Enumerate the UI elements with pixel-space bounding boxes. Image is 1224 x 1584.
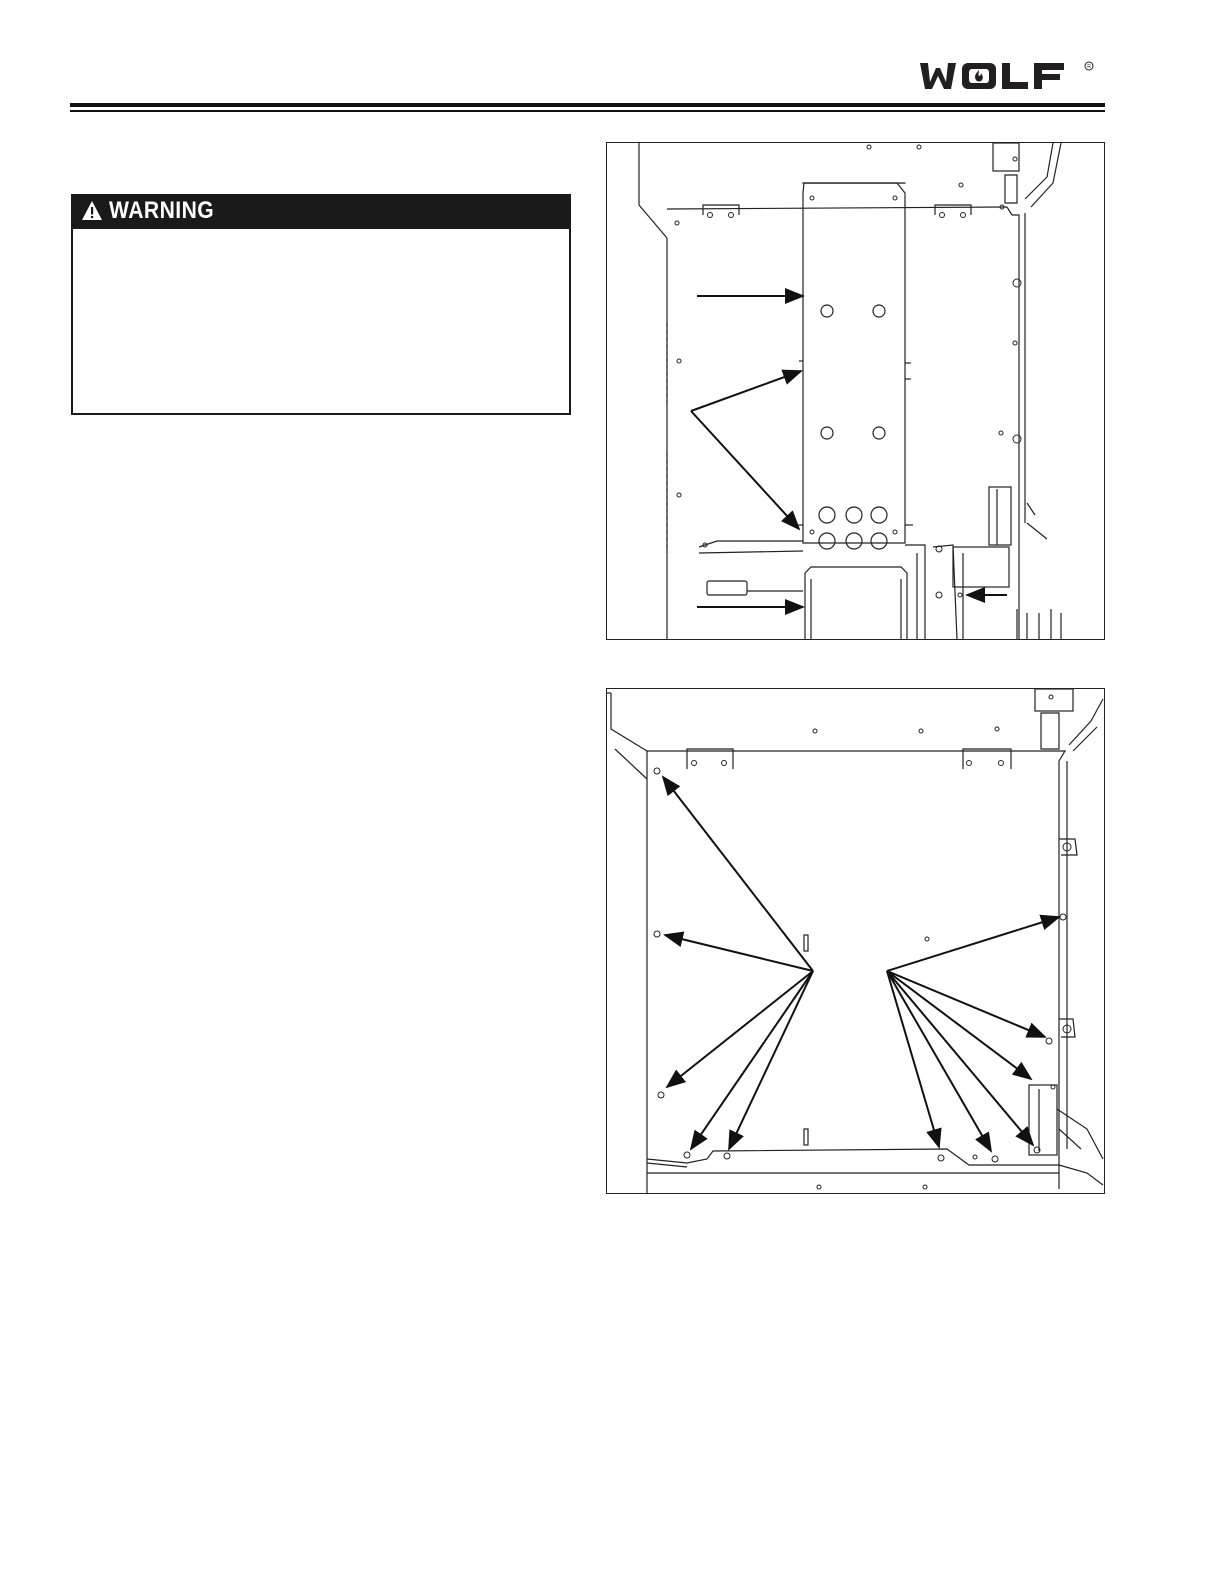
warning-header: [71, 194, 571, 227]
callout-arrow-left-4: [691, 971, 813, 1149]
figure-shield-removal-drawing: [607, 143, 1104, 639]
callout-arrow-screw-upper: [691, 371, 801, 411]
figure-rear-panel-screws: [606, 688, 1105, 1194]
warning-triangle-icon: [81, 200, 103, 222]
callout-arrow-left-5: [729, 971, 813, 1149]
callout-arrow-screw-lower: [691, 411, 799, 529]
warning-title: WARNING: [109, 196, 215, 224]
header-rule-thin: [70, 110, 1105, 112]
callout-arrow-left-1: [663, 777, 813, 971]
callout-arrow-right-4: [887, 971, 1033, 1145]
figure-shield-removal: [606, 142, 1105, 640]
callout-arrow-right-6: [887, 971, 939, 1147]
warning-body: [71, 227, 571, 415]
callout-arrow-right-5: [887, 971, 991, 1151]
callout-arrow-right-2: [887, 971, 1045, 1037]
wolf-logo: [918, 58, 1098, 94]
figure-rear-panel-screws-drawing: [607, 689, 1104, 1193]
wolf-logo-graphic: [918, 58, 1098, 94]
callout-arrow-left-3: [667, 971, 813, 1087]
header-rule-thick: [70, 103, 1105, 107]
callout-arrow-right-1: [887, 917, 1059, 971]
svg-text:R: R: [1087, 64, 1091, 71]
callout-arrow-left-2: [665, 935, 813, 971]
callout-arrow-right-3: [887, 971, 1031, 1079]
